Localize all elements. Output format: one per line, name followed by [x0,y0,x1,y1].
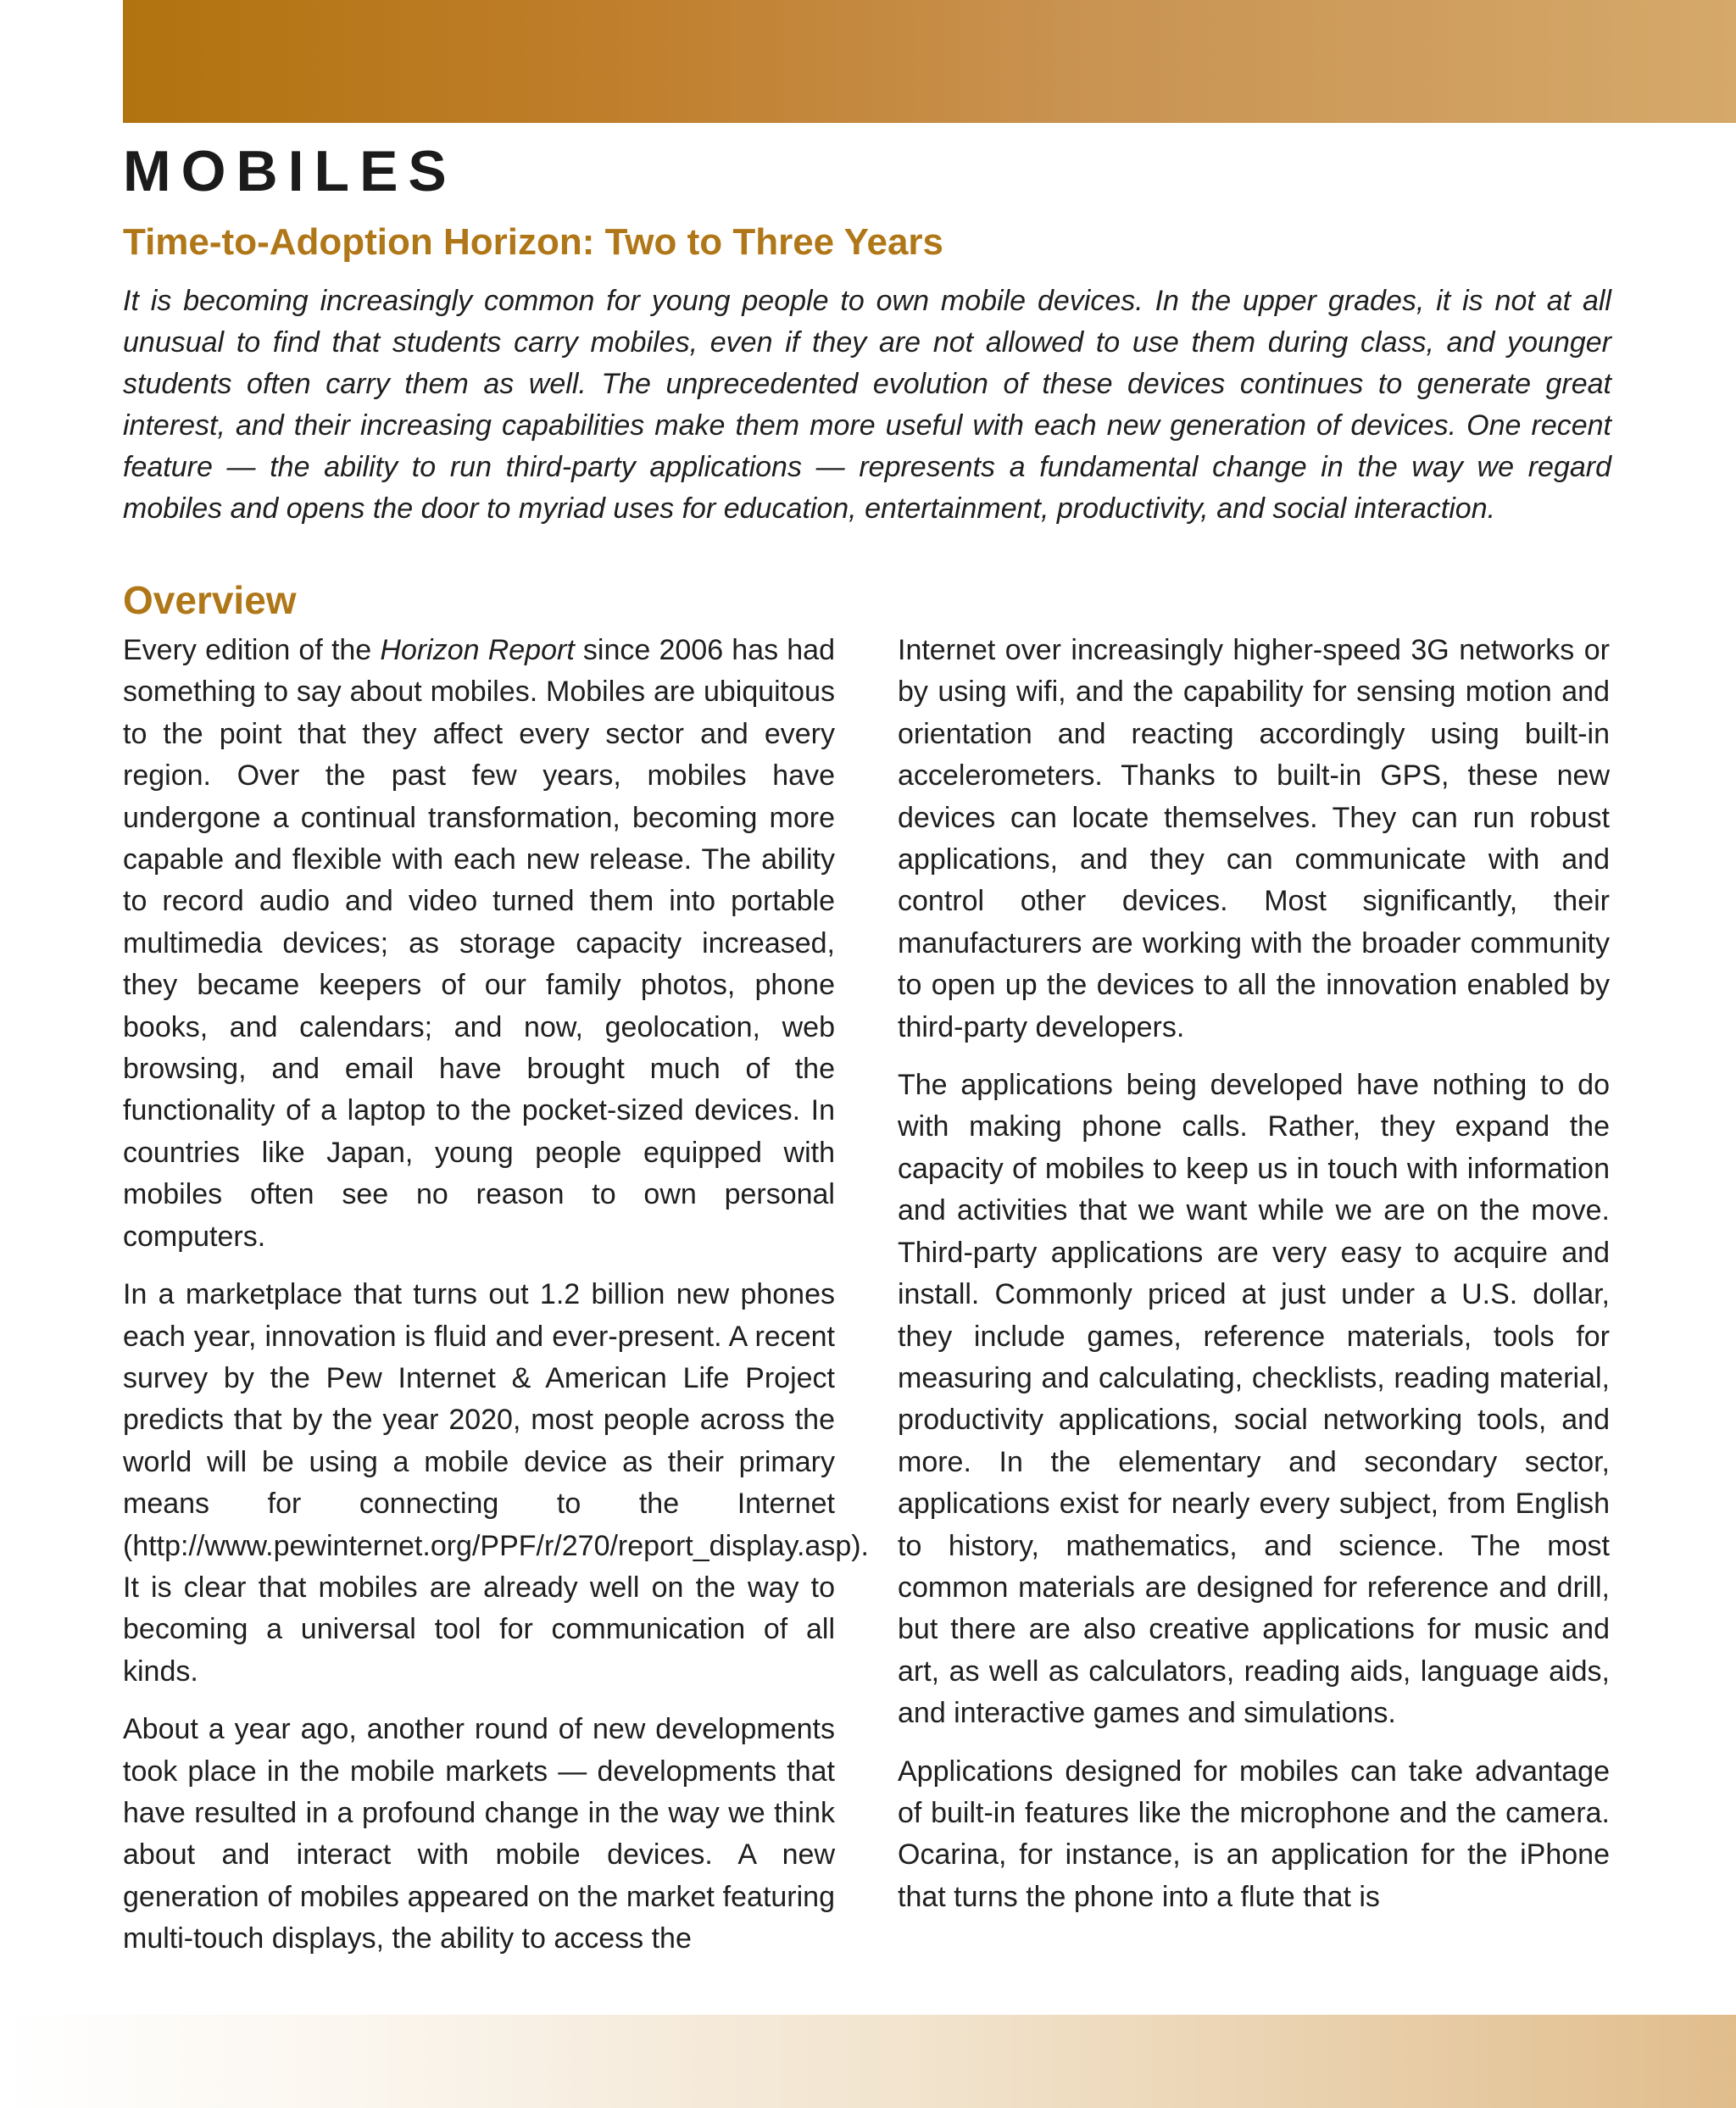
right-paragraph-2: The applications being developed have nothing to do with making phone calls. Rather, they expand the capacity of mobiles to keep us in touch with information and activities that we want while we are on the move. Third-party applications are very easy to acquire and install. Commonly priced at just under a U.S. dollar, they include games, reference materials, tools for measuring and calculating, checklists, reading material, productivity applications, social networking tools, and more. In the elementary and secondary sector, applications exist for nearly every subject, from English to history, mathematics, and science. The most common materials are designed for reference and drill, but there are also creative applications for music and art, as well as calculators, reading aids, language aids, and interactive games and simulations. [898,1069,1610,1730]
left-paragraph-3: About a year ago, another round of new developments took place in the mobile markets — developments that have resulted in a profound change in the way we think about and interact with mobile devices. A new generation of mobiles appeared on the market featuring multi-touch displays, the ability to access the [123,1713,835,1955]
right-paragraph-1: Internet over increasingly higher-speed 3G networks or by using wifi, and the capability for sensing motion and orientation and reacting accordingly using built-in accelerometers. Thanks to built-in GPS, these new devices can locate themselves. They can run robust applications, and they can communicate with and control other devices. Most significantly, their manufacturers are working with the broader community to open up the devices to all the innovation enabled by third-party developers. [898,634,1610,1043]
left-p1-lead: Every edition of the [123,634,381,666]
right-column [898,630,1610,1934]
overview-heading: Overview [123,578,297,622]
adoption-horizon-subtitle: Time-to-Adoption Horizon: Two to Three Years [123,221,944,263]
horizon-report-title: Horizon Report [380,634,575,666]
left-column [123,630,869,1977]
left-paragraph-2: In a marketplace that turns out 1.2 billion new phones each year, innovation is fluid and ever-present. A recent survey by the Pew Internet & American Life Project predicts that by the year 2020, most people across the world will be using a mobile device as their primary means for connecting to the Internet (http://www.pewinternet.org/PPF/r/270/report_display.asp). It is clear that mobiles are already well on the way to becoming a universal tool for communication of all kinds. [123,1278,869,1688]
page-title: MOBILES [123,139,457,203]
right-paragraph-3: Applications designed for mobiles can take advantage of built-in features like the microphone and the camera. Ocarina, for instance, is an application for the iPhone that turns the phone into a flute that is [898,1755,1610,1913]
left-p1-rest: since 2006 has had something to say about mobiles. Mobiles are ubiquitous to the point that they affect every sector and every region. Over the past few years, mobiles have undergone a continual transformation, becoming more capable and flexible with each new release. The ability to record audio and video turned them into portable multimedia devices; as storage capacity increased, they became keepers of our family photos, phone books, and calendars; and now, geolocation, web browsing, and email have brought much of the functionality of a laptop to the pocket-sized devices. In countries like Japan, young people equipped with mobiles often see no reason to own personal computers. [123,634,835,1253]
left-paragraph-1 [123,630,835,1258]
top-decorative-band [123,0,1736,123]
bottom-decorative-band [0,2015,1736,2108]
intro-paragraph: It is becoming increasingly common for young people to own mobile devices. In the upper grades, it is not at all unusual to find that students carry mobiles, even if they are not allowed to use them during class, and younger students often carry them as well. The unprecedented evolution of these devices continues to generate great interest, and their increasing capabilities make them more useful with each new generation of devices. One recent feature — the ability to run third-party applications — represents a fundamental change in the way we regard mobiles and opens the door to myriad uses for education, entertainment, productivity, and social interaction. [123,285,1611,525]
